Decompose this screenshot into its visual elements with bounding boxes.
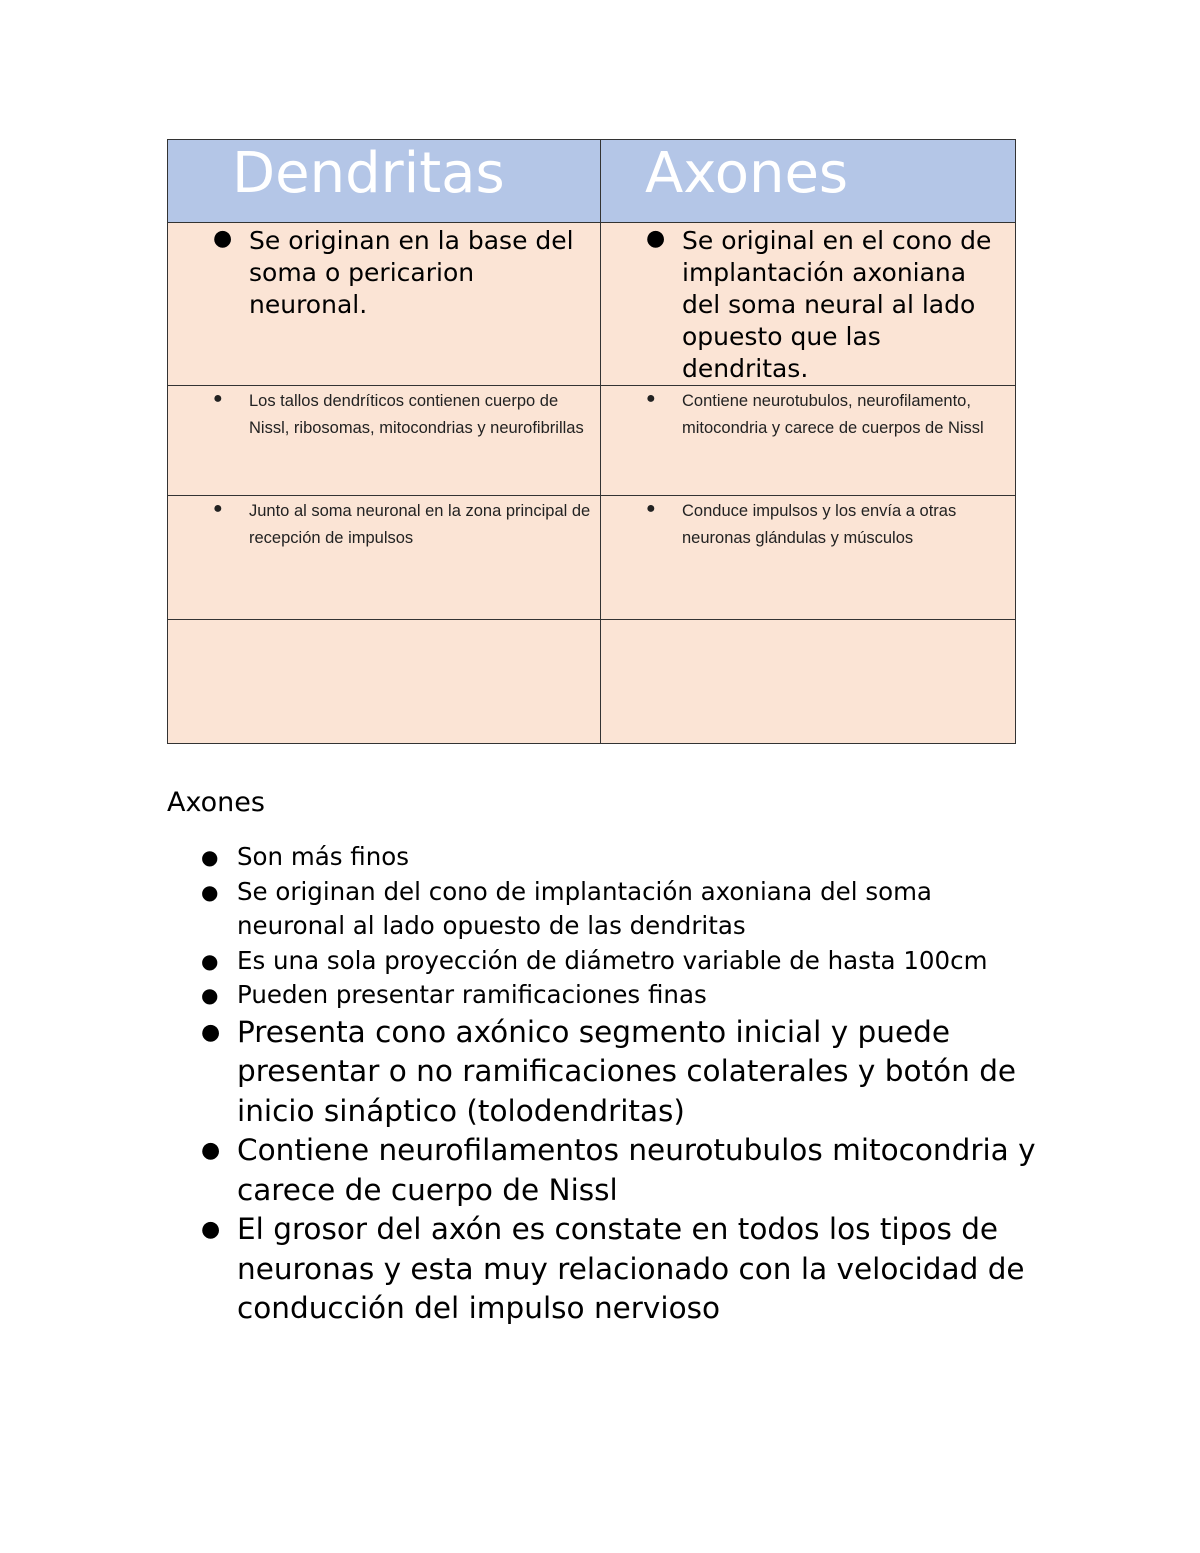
bullet-icon: ●	[646, 390, 656, 407]
list-item-text: Pueden presentar ramificaciones finas	[237, 980, 707, 1009]
header-axones: Axones	[601, 140, 1016, 223]
table-cell-dendritas	[168, 223, 601, 386]
table-row	[168, 496, 1016, 620]
list-item	[601, 386, 1015, 441]
table-cell-axones	[601, 496, 1016, 620]
list-item	[168, 386, 600, 441]
list-item	[167, 840, 1037, 875]
bullet-icon: ●	[201, 1138, 221, 1163]
bullet-icon: ●	[201, 948, 219, 973]
axones-list	[167, 840, 1037, 1329]
table-row	[168, 386, 1016, 496]
table-cell-dendritas	[168, 496, 601, 620]
cell-text: Conduce impulsos y los envía a otras neuronas glándulas y músculos	[682, 502, 957, 547]
bullet-icon: ●	[646, 500, 656, 517]
list-item-text: Se originan del cono de implantación axoniana del soma neuronal al lado opuesto de las dendritas	[237, 876, 932, 940]
list-item	[168, 496, 600, 551]
section-title: Axones	[167, 787, 265, 818]
header-dendritas: Dendritas	[168, 140, 601, 223]
bullet-icon: ●	[213, 226, 233, 251]
list-item	[167, 1131, 1037, 1210]
cell-list	[168, 496, 600, 551]
bullet-icon: ●	[201, 879, 219, 904]
list-item	[167, 978, 1037, 1013]
table-row	[168, 223, 1016, 386]
list-item-text: Contiene neurofilamentos neurotubulos mitocondria y carece de cuerpo de Nissl	[237, 1133, 1036, 1207]
cell-text: Se original en el cono de implantación axoniana del soma neural al lado opuesto que las dendritas.	[682, 226, 992, 383]
list-item	[167, 1210, 1037, 1329]
bullet-icon: ●	[201, 1019, 221, 1045]
bullet-icon: ●	[201, 983, 219, 1007]
table-header-row	[168, 140, 1016, 223]
cell-list	[601, 496, 1015, 551]
bullet-icon: ●	[213, 390, 223, 407]
list-item	[601, 223, 1015, 385]
cell-text: Se originan en la base del soma o pericarion neuronal.	[249, 226, 574, 319]
cell-list	[168, 386, 600, 441]
bullet-icon: ●	[646, 226, 666, 251]
list-item-text: Son más finos	[237, 842, 410, 871]
bullet-icon: ●	[201, 845, 219, 869]
list-item-text: Es una sola proyección de diámetro variable de hasta 100cm	[237, 945, 988, 975]
bullet-icon: ●	[201, 1217, 221, 1242]
table-cell-axones	[601, 223, 1016, 386]
list-item	[167, 944, 1037, 979]
cell-list	[601, 386, 1015, 441]
list-item	[167, 1013, 1037, 1132]
list-item	[167, 875, 1037, 944]
table-cell-axones	[601, 620, 1016, 744]
list-item	[168, 223, 600, 321]
list-item-text: El grosor del axón es constate en todos los tipos de neuronas y esta muy relacionado con la velocidad de conducción del impulso nervioso	[237, 1212, 1025, 1325]
table-cell-axones	[601, 386, 1016, 496]
cell-text: Junto al soma neuronal en la zona principal de recepción de impulsos	[249, 502, 591, 547]
bullet-icon: ●	[213, 500, 223, 517]
list-item	[601, 496, 1015, 551]
cell-text: Contiene neurotubulos, neurofilamento, mitocondria y carece de cuerpos de Nissl	[682, 392, 984, 437]
list-item-text: Presenta cono axónico segmento inicial y puede presentar o no ramificaciones colaterales y botón de inicio sináptico (tolodendritas)	[237, 1014, 1017, 1128]
table-cell-dendritas	[168, 386, 601, 496]
cell-text: Los tallos dendríticos contienen cuerpo de Nissl, ribosomas, mitocondrias y neurofibrillas	[249, 392, 584, 437]
table-row	[168, 620, 1016, 744]
table-cell-dendritas	[168, 620, 601, 744]
cell-list	[168, 223, 600, 321]
cell-list	[601, 223, 1015, 385]
comparison-table	[167, 139, 1016, 744]
